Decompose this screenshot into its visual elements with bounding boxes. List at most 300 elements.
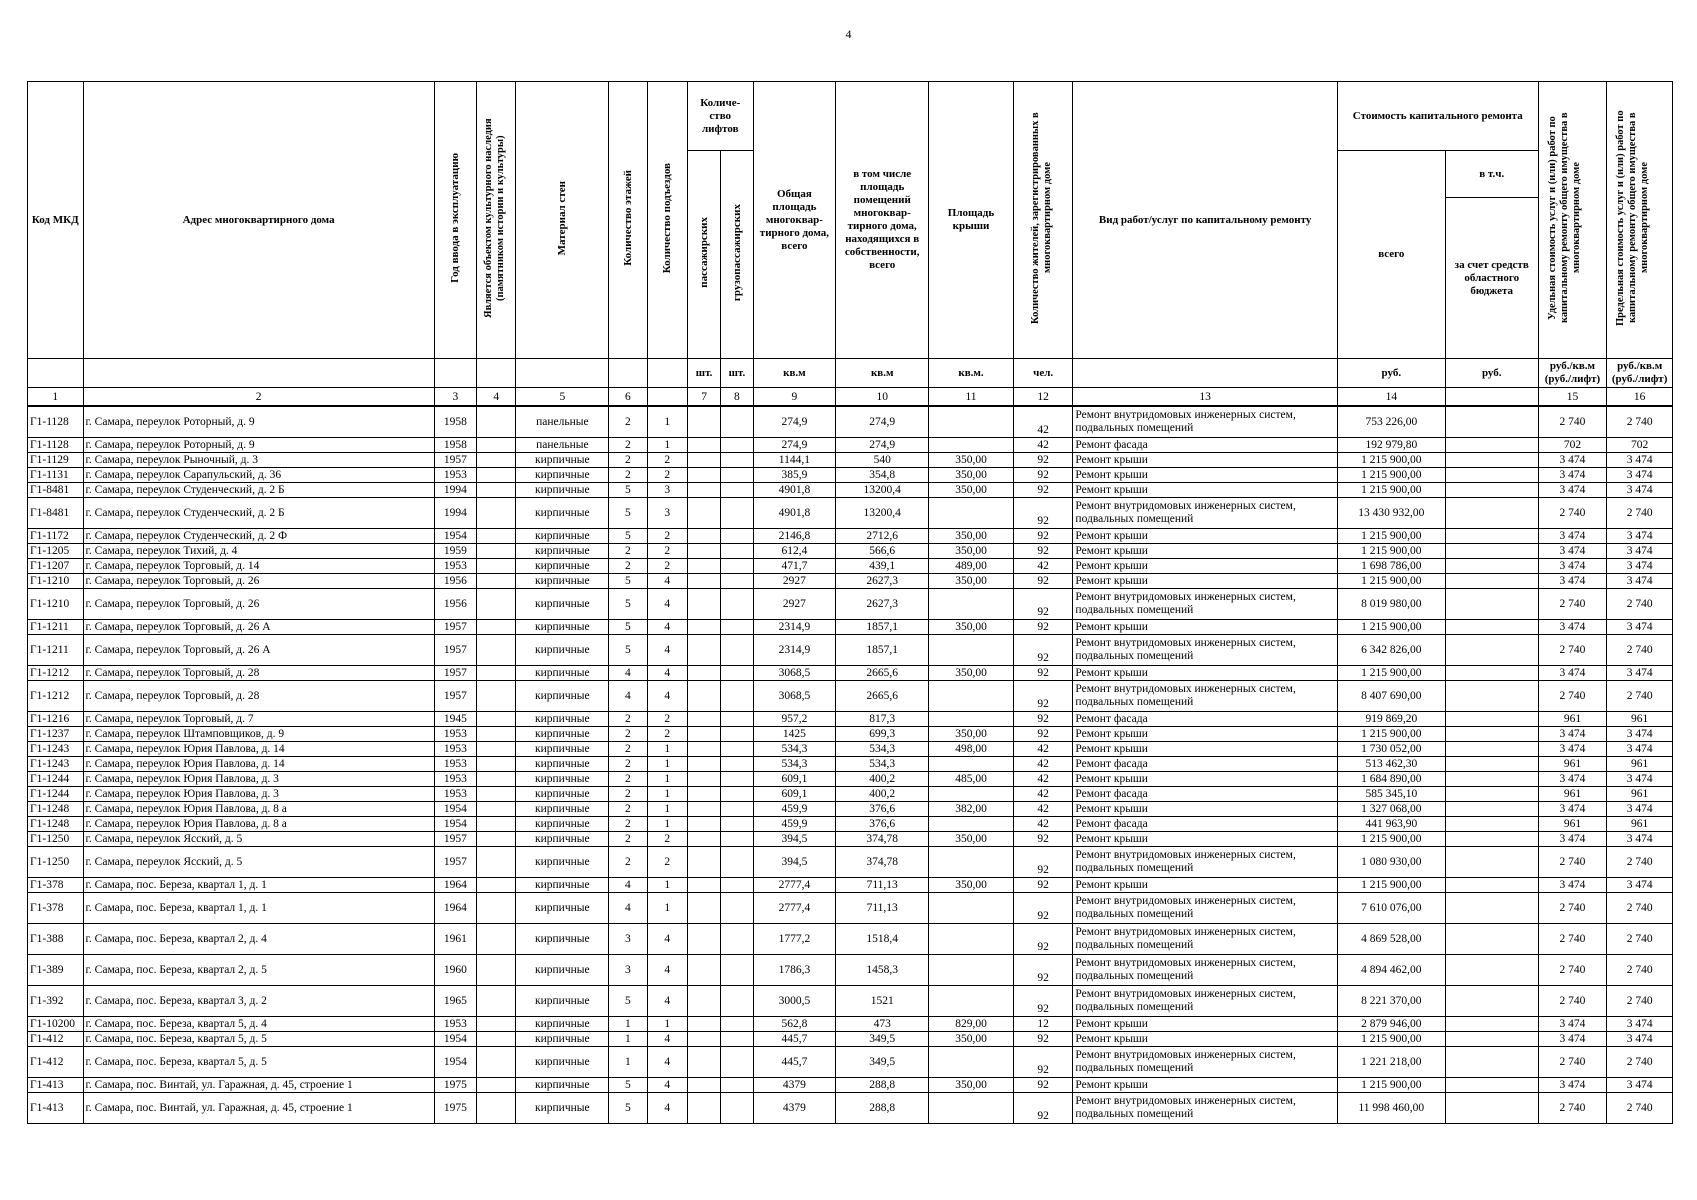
cell-heritage	[477, 955, 516, 986]
units-row	[28, 359, 1673, 388]
cell-cost-regional	[1445, 893, 1538, 924]
cell-max-cost: 3 474	[1607, 1032, 1673, 1047]
cell-max-cost: 2 740	[1607, 893, 1673, 924]
cell-cost-total: 441 963,90	[1337, 817, 1445, 832]
cell-heritage	[477, 1093, 516, 1124]
cell-lifts-pass	[687, 1017, 720, 1032]
cell-unit-cost: 3 474	[1538, 1032, 1607, 1047]
cell-residents: 92	[1013, 635, 1073, 666]
unit-lifts-pass: шт.	[687, 359, 720, 388]
cell-total-area: 3000,5	[753, 986, 836, 1017]
cell-cost-regional	[1445, 468, 1538, 483]
cell-lifts-cargo	[721, 635, 753, 666]
cell-work-type: Ремонт крыши	[1073, 727, 1337, 742]
cell-owned-area: 2712,6	[836, 529, 929, 544]
cell-max-cost: 3 474	[1607, 529, 1673, 544]
cell-work-type: Ремонт внутридомовых инженерных систем, подвальных помещений	[1073, 1047, 1337, 1078]
cell-residents: 12	[1013, 1017, 1073, 1032]
cell-floors: 1	[609, 1032, 647, 1047]
cell-unit-cost: 2 740	[1538, 406, 1607, 438]
cell-kod: Г1-8481	[28, 498, 84, 529]
cell-residents: 92	[1013, 727, 1073, 742]
cell-entrances: 4	[647, 589, 687, 620]
cell-kod: Г1-1128	[28, 438, 84, 453]
cell-unit-cost: 702	[1538, 438, 1607, 453]
table-row	[28, 955, 1673, 986]
column-number: 5	[516, 388, 609, 407]
cell-residents: 92	[1013, 574, 1073, 589]
cell-year: 1953	[434, 772, 476, 787]
cell-owned-area: 439,1	[836, 559, 929, 574]
cell-work-type: Ремонт крыши	[1073, 620, 1337, 635]
cell-roof-area	[929, 924, 1014, 955]
cell-lifts-cargo	[721, 924, 753, 955]
cell-cost-regional	[1445, 544, 1538, 559]
cell-lifts-cargo	[721, 438, 753, 453]
cell-address: г. Самара, переулок Торговый, д. 14	[83, 559, 434, 574]
cell-roof-area	[929, 817, 1014, 832]
cell-total-area: 471,7	[753, 559, 836, 574]
cell-cost-total: 1 698 786,00	[1337, 559, 1445, 574]
cell-floors: 5	[609, 635, 647, 666]
cell-entrances: 3	[647, 498, 687, 529]
cell-lifts-pass	[687, 681, 720, 712]
table-row	[28, 772, 1673, 787]
cell-lifts-cargo	[721, 757, 753, 772]
cell-cost-regional	[1445, 955, 1538, 986]
cell-material: кирпичные	[516, 681, 609, 712]
cell-floors: 2	[609, 847, 647, 878]
cell-unit-cost: 3 474	[1538, 1078, 1607, 1093]
cell-unit-cost: 3 474	[1538, 529, 1607, 544]
header-lifts: Количе-ство лифтов	[687, 82, 753, 151]
cell-max-cost: 702	[1607, 438, 1673, 453]
cell-lifts-cargo	[721, 817, 753, 832]
cell-lifts-cargo	[721, 955, 753, 986]
cell-total-area: 534,3	[753, 742, 836, 757]
table-row	[28, 1047, 1673, 1078]
unit-owned-area: кв.м	[836, 359, 929, 388]
cell-floors: 5	[609, 574, 647, 589]
cell-year: 1957	[434, 832, 476, 847]
cell-residents: 42	[1013, 742, 1073, 757]
cell-residents: 42	[1013, 757, 1073, 772]
cell-kod: Г1-1248	[28, 817, 84, 832]
table-row	[28, 893, 1673, 924]
unit-max-cost: руб./кв.м (руб./лифт)	[1607, 359, 1673, 388]
cell-cost-total: 2 879 946,00	[1337, 1017, 1445, 1032]
cell-entrances: 4	[647, 1093, 687, 1124]
cell-kod: Г1-1172	[28, 529, 84, 544]
cell-work-type: Ремонт крыши	[1073, 453, 1337, 468]
cell-cost-total: 1 684 890,00	[1337, 772, 1445, 787]
cell-owned-area: 13200,4	[836, 498, 929, 529]
cell-max-cost: 3 474	[1607, 453, 1673, 468]
cell-material: панельные	[516, 406, 609, 438]
header-floors: Количество этажей	[609, 82, 647, 359]
cell-roof-area: 485,00	[929, 772, 1014, 787]
cell-lifts-cargo	[721, 1032, 753, 1047]
cell-max-cost: 3 474	[1607, 1078, 1673, 1093]
cell-material: кирпичные	[516, 893, 609, 924]
cell-cost-regional	[1445, 666, 1538, 681]
cell-entrances: 4	[647, 635, 687, 666]
cell-cost-total: 1 730 052,00	[1337, 742, 1445, 757]
cell-roof-area: 350,00	[929, 620, 1014, 635]
cell-address: г. Самара, переулок Юрия Павлова, д. 8 а	[83, 802, 434, 817]
table-row	[28, 832, 1673, 847]
cell-year: 1954	[434, 817, 476, 832]
cell-year: 1953	[434, 1017, 476, 1032]
cell-cost-regional	[1445, 438, 1538, 453]
cell-lifts-cargo	[721, 1017, 753, 1032]
unit-lifts-cargo: шт.	[721, 359, 753, 388]
cell-cost-regional	[1445, 574, 1538, 589]
cell-entrances: 1	[647, 772, 687, 787]
cell-cost-total: 1 215 900,00	[1337, 727, 1445, 742]
cell-kod: Г1-1243	[28, 742, 84, 757]
cell-kod: Г1-378	[28, 878, 84, 893]
cell-material: кирпичные	[516, 574, 609, 589]
cell-kod: Г1-1250	[28, 832, 84, 847]
cell-residents: 92	[1013, 589, 1073, 620]
cell-roof-area: 498,00	[929, 742, 1014, 757]
cell-cost-regional	[1445, 453, 1538, 468]
cell-owned-area: 2665,6	[836, 666, 929, 681]
cell-material: кирпичные	[516, 483, 609, 498]
cell-address: г. Самара, переулок Юрия Павлова, д. 14	[83, 742, 434, 757]
cell-material: кирпичные	[516, 986, 609, 1017]
cell-unit-cost: 2 740	[1538, 847, 1607, 878]
cell-material: кирпичные	[516, 559, 609, 574]
cell-cost-regional	[1445, 559, 1538, 574]
cell-heritage	[477, 681, 516, 712]
column-number: 16	[1607, 388, 1673, 407]
cell-unit-cost: 3 474	[1538, 483, 1607, 498]
cell-unit-cost: 961	[1538, 757, 1607, 772]
cell-total-area: 612,4	[753, 544, 836, 559]
cell-kod: Г1-1128	[28, 406, 84, 438]
table-row	[28, 574, 1673, 589]
cell-residents: 92	[1013, 712, 1073, 727]
cell-owned-area: 1518,4	[836, 924, 929, 955]
table-row	[28, 924, 1673, 955]
cell-roof-area: 350,00	[929, 666, 1014, 681]
cell-entrances: 4	[647, 924, 687, 955]
cell-residents: 92	[1013, 986, 1073, 1017]
table-row	[28, 544, 1673, 559]
cell-address: г. Самара, переулок Торговый, д. 28	[83, 681, 434, 712]
cell-entrances: 1	[647, 757, 687, 772]
cell-unit-cost: 3 474	[1538, 544, 1607, 559]
cell-owned-area: 376,6	[836, 817, 929, 832]
cell-cost-total: 513 462,30	[1337, 757, 1445, 772]
cell-floors: 1	[609, 1047, 647, 1078]
cell-lifts-pass	[687, 986, 720, 1017]
cell-lifts-pass	[687, 1047, 720, 1078]
header-cost-regional: за счет средств областного бюджета	[1445, 198, 1538, 359]
cell-owned-area: 711,13	[836, 893, 929, 924]
cell-cost-total: 1 215 900,00	[1337, 1078, 1445, 1093]
cell-cost-total: 7 610 076,00	[1337, 893, 1445, 924]
cell-cost-regional	[1445, 742, 1538, 757]
cell-lifts-pass	[687, 1078, 720, 1093]
header-address: Адрес многоквартирного дома	[83, 82, 434, 359]
cell-address: г. Самара, пос. Береза, квартал 5, д. 4	[83, 1017, 434, 1032]
cell-address: г. Самара, переулок Торговый, д. 26	[83, 589, 434, 620]
cell-kod: Г1-1207	[28, 559, 84, 574]
cell-cost-total: 1 215 900,00	[1337, 666, 1445, 681]
cell-max-cost: 2 740	[1607, 589, 1673, 620]
cell-work-type: Ремонт внутридомовых инженерных систем, подвальных помещений	[1073, 986, 1337, 1017]
cell-total-area: 2146,8	[753, 529, 836, 544]
cell-kod: Г1-1237	[28, 727, 84, 742]
column-number	[647, 388, 687, 407]
column-number: 10	[836, 388, 929, 407]
cell-work-type: Ремонт крыши	[1073, 559, 1337, 574]
cell-lifts-cargo	[721, 893, 753, 924]
cell-address: г. Самара, пос. Береза, квартал 1, д. 1	[83, 878, 434, 893]
cell-address: г. Самара, переулок Роторный, д. 9	[83, 438, 434, 453]
cell-owned-area: 374,78	[836, 832, 929, 847]
cell-floors: 4	[609, 878, 647, 893]
cell-floors: 3	[609, 924, 647, 955]
cell-kod: Г1-8481	[28, 483, 84, 498]
table-row	[28, 681, 1673, 712]
cell-floors: 5	[609, 986, 647, 1017]
cell-cost-regional	[1445, 802, 1538, 817]
cell-unit-cost: 2 740	[1538, 498, 1607, 529]
cell-floors: 4	[609, 681, 647, 712]
cell-work-type: Ремонт фасада	[1073, 712, 1337, 727]
cell-year: 1957	[434, 453, 476, 468]
cell-lifts-cargo	[721, 483, 753, 498]
cell-total-area: 2314,9	[753, 620, 836, 635]
cell-cost-total: 1 221 218,00	[1337, 1047, 1445, 1078]
unit-residents: чел.	[1013, 359, 1073, 388]
cell-entrances: 2	[647, 529, 687, 544]
cell-material: кирпичные	[516, 1032, 609, 1047]
cell-material: кирпичные	[516, 666, 609, 681]
cell-max-cost: 961	[1607, 757, 1673, 772]
table-row	[28, 1017, 1673, 1032]
cell-floors: 4	[609, 666, 647, 681]
header-lifts-pass: пассажирских	[687, 151, 720, 359]
header-material: Материал стен	[516, 82, 609, 359]
table-row	[28, 453, 1673, 468]
cell-roof-area: 350,00	[929, 832, 1014, 847]
cell-residents: 42	[1013, 438, 1073, 453]
table-row	[28, 438, 1673, 453]
cell-unit-cost: 3 474	[1538, 742, 1607, 757]
cell-heritage	[477, 529, 516, 544]
cell-work-type: Ремонт внутридомовых инженерных систем, подвальных помещений	[1073, 589, 1337, 620]
repair-register-table	[27, 81, 1673, 1124]
cell-work-type: Ремонт фасада	[1073, 787, 1337, 802]
unit-cost-regional: руб.	[1445, 359, 1538, 388]
cell-lifts-cargo	[721, 1047, 753, 1078]
cell-roof-area	[929, 406, 1014, 438]
column-number: 13	[1073, 388, 1337, 407]
cell-entrances: 2	[647, 453, 687, 468]
cell-work-type: Ремонт внутридомовых инженерных систем, подвальных помещений	[1073, 955, 1337, 986]
cell-year: 1954	[434, 529, 476, 544]
cell-total-area: 609,1	[753, 787, 836, 802]
cell-cost-total: 1 215 900,00	[1337, 529, 1445, 544]
cell-work-type: Ремонт фасада	[1073, 817, 1337, 832]
cell-address: г. Самара, переулок Штамповщиков, д. 9	[83, 727, 434, 742]
cell-cost-regional	[1445, 712, 1538, 727]
cell-work-type: Ремонт внутридомовых инженерных систем, подвальных помещений	[1073, 635, 1337, 666]
cell-work-type: Ремонт внутридомовых инженерных систем, подвальных помещений	[1073, 681, 1337, 712]
cell-owned-area: 2627,3	[836, 589, 929, 620]
cell-cost-total: 1 215 900,00	[1337, 544, 1445, 559]
cell-entrances: 2	[647, 468, 687, 483]
cell-kod: Г1-1211	[28, 620, 84, 635]
cell-total-area: 4379	[753, 1078, 836, 1093]
cell-floors: 5	[609, 589, 647, 620]
cell-floors: 2	[609, 772, 647, 787]
header-max-cost: Предельная стоимость услуг и (или) работ по капитальному ремонту общего имущества в многоквартирном доме	[1607, 82, 1673, 359]
cell-year: 1954	[434, 802, 476, 817]
cell-cost-regional	[1445, 832, 1538, 847]
cell-kod: Г1-1244	[28, 787, 84, 802]
cell-year: 1956	[434, 574, 476, 589]
header-heritage: Является объектом культурного наследия (памятником истории и культуры)	[477, 82, 516, 359]
column-number: 7	[687, 388, 720, 407]
cell-work-type: Ремонт крыши	[1073, 802, 1337, 817]
cell-owned-area: 534,3	[836, 742, 929, 757]
cell-material: кирпичные	[516, 742, 609, 757]
cell-roof-area: 350,00	[929, 727, 1014, 742]
cell-lifts-cargo	[721, 847, 753, 878]
cell-residents: 92	[1013, 1047, 1073, 1078]
cell-unit-cost: 3 474	[1538, 727, 1607, 742]
cell-kod: Г1-1212	[28, 681, 84, 712]
cell-max-cost: 961	[1607, 787, 1673, 802]
cell-floors: 2	[609, 559, 647, 574]
cell-material: кирпичные	[516, 1078, 609, 1093]
cell-year: 1954	[434, 1032, 476, 1047]
cell-max-cost: 961	[1607, 817, 1673, 832]
cell-lifts-pass	[687, 620, 720, 635]
cell-address: г. Самара, пос. Береза, квартал 5, д. 5	[83, 1032, 434, 1047]
header-year: Год ввода в эксплуатацию	[434, 82, 476, 359]
cell-heritage	[477, 453, 516, 468]
cell-cost-total: 4 894 462,00	[1337, 955, 1445, 986]
cell-kod: Г1-413	[28, 1093, 84, 1124]
cell-address: г. Самара, переулок Студенческий, д. 2 Б	[83, 483, 434, 498]
cell-max-cost: 3 474	[1607, 802, 1673, 817]
cell-lifts-pass	[687, 574, 720, 589]
cell-floors: 5	[609, 1093, 647, 1124]
cell-material: кирпичные	[516, 787, 609, 802]
header-roof-area: Площадь крыши	[929, 82, 1014, 359]
cell-heritage	[477, 924, 516, 955]
table-row	[28, 1078, 1673, 1093]
cell-lifts-cargo	[721, 589, 753, 620]
cell-total-area: 274,9	[753, 406, 836, 438]
cell-material: кирпичные	[516, 832, 609, 847]
cell-cost-total: 1 215 900,00	[1337, 620, 1445, 635]
cell-roof-area: 382,00	[929, 802, 1014, 817]
cell-total-area: 2927	[753, 574, 836, 589]
cell-lifts-pass	[687, 727, 720, 742]
cell-work-type: Ремонт крыши	[1073, 1017, 1337, 1032]
cell-cost-regional	[1445, 986, 1538, 1017]
cell-entrances: 2	[647, 559, 687, 574]
table-row	[28, 498, 1673, 529]
cell-entrances: 1	[647, 893, 687, 924]
cell-year: 1953	[434, 742, 476, 757]
column-number: 11	[929, 388, 1014, 407]
cell-unit-cost: 3 474	[1538, 802, 1607, 817]
cell-lifts-cargo	[721, 832, 753, 847]
cell-heritage	[477, 727, 516, 742]
cell-owned-area: 1458,3	[836, 955, 929, 986]
cell-owned-area: 13200,4	[836, 483, 929, 498]
cell-kod: Г1-1250	[28, 847, 84, 878]
cell-floors: 5	[609, 498, 647, 529]
cell-heritage	[477, 1017, 516, 1032]
cell-address: г. Самара, переулок Юрия Павлова, д. 3	[83, 787, 434, 802]
cell-kod: Г1-392	[28, 986, 84, 1017]
cell-unit-cost: 2 740	[1538, 589, 1607, 620]
cell-cost-regional	[1445, 406, 1538, 438]
cell-lifts-pass	[687, 589, 720, 620]
cell-residents: 92	[1013, 893, 1073, 924]
cell-owned-area: 288,8	[836, 1078, 929, 1093]
cell-unit-cost: 961	[1538, 817, 1607, 832]
table-body	[28, 406, 1673, 1124]
cell-heritage	[477, 847, 516, 878]
cell-cost-regional	[1445, 681, 1538, 712]
cell-lifts-pass	[687, 802, 720, 817]
cell-heritage	[477, 1032, 516, 1047]
cell-total-area: 4901,8	[753, 498, 836, 529]
unit-roof-area: кв.м.	[929, 359, 1014, 388]
cell-lifts-cargo	[721, 772, 753, 787]
cell-entrances: 4	[647, 1032, 687, 1047]
cell-lifts-cargo	[721, 574, 753, 589]
cell-lifts-pass	[687, 468, 720, 483]
cell-roof-area: 489,00	[929, 559, 1014, 574]
cell-roof-area	[929, 589, 1014, 620]
cell-max-cost: 3 474	[1607, 772, 1673, 787]
cell-residents: 92	[1013, 1093, 1073, 1124]
cell-lifts-cargo	[721, 878, 753, 893]
cell-cost-regional	[1445, 878, 1538, 893]
cell-year: 1965	[434, 986, 476, 1017]
cell-owned-area: 699,3	[836, 727, 929, 742]
unit-cost-total: руб.	[1337, 359, 1445, 388]
cell-kod: Г1-1211	[28, 635, 84, 666]
cell-lifts-pass	[687, 1093, 720, 1124]
cell-cost-total: 13 430 932,00	[1337, 498, 1445, 529]
cell-kod: Г1-1243	[28, 757, 84, 772]
cell-floors: 2	[609, 453, 647, 468]
cell-work-type: Ремонт крыши	[1073, 666, 1337, 681]
cell-roof-area	[929, 1047, 1014, 1078]
cell-floors: 2	[609, 438, 647, 453]
cell-floors: 2	[609, 787, 647, 802]
cell-address: г. Самара, переулок Ясский, д. 5	[83, 832, 434, 847]
cell-entrances: 3	[647, 483, 687, 498]
cell-roof-area: 350,00	[929, 574, 1014, 589]
cell-lifts-pass	[687, 955, 720, 986]
column-number: 8	[721, 388, 753, 407]
cell-cost-total: 1 215 900,00	[1337, 483, 1445, 498]
